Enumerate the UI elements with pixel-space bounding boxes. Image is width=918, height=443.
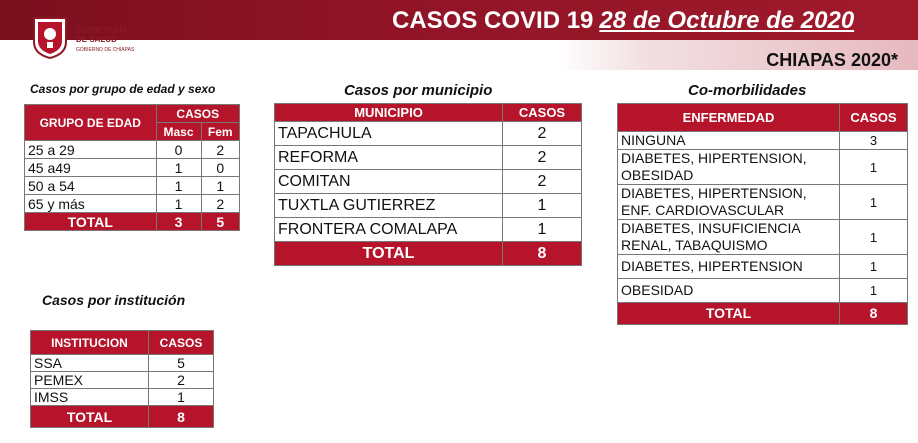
cases-cell: 2	[503, 170, 582, 194]
disease-cell	[618, 279, 840, 303]
title-text: CASOS COVID 19	[392, 7, 594, 34]
cases-cell: 2	[503, 146, 582, 170]
municipality-section-title: Casos por municipio	[344, 82, 493, 99]
total-row	[275, 242, 582, 266]
disease-cell	[618, 220, 840, 255]
table-row	[618, 150, 908, 185]
total-row	[25, 213, 240, 231]
col-cases: CASOS	[840, 104, 908, 132]
table-row	[31, 355, 214, 372]
age-group-cell: 50 a 54	[25, 177, 157, 195]
table-row	[25, 141, 240, 159]
table-row	[275, 146, 582, 170]
comorbidities-table	[617, 103, 908, 325]
total-row	[618, 303, 908, 325]
table-row	[275, 218, 582, 242]
disease-cell	[618, 255, 840, 279]
table-row	[618, 220, 908, 255]
cases-cell: 1	[840, 279, 908, 303]
municipality-cell: FRONTERA COMALAPA	[275, 218, 503, 242]
total-label: TOTAL	[25, 213, 157, 231]
male-cell: 0	[156, 141, 201, 159]
municipality-cell: TAPACHULA	[275, 122, 503, 146]
page-title	[392, 7, 854, 35]
table-row	[275, 122, 582, 146]
table-row	[275, 170, 582, 194]
age-group-cell: 45 a49	[25, 159, 157, 177]
col-female: Fem	[201, 123, 240, 141]
disease-line: DIABETES, INSUFICIENCIA	[621, 220, 801, 236]
col-cases: CASOS	[149, 331, 214, 355]
health-secretariat-logo-icon	[30, 14, 70, 60]
female-cell: 2	[201, 141, 240, 159]
cases-cell: 1	[840, 185, 908, 220]
disease-line: DIABETES, HIPERTENSION,	[621, 185, 807, 201]
cases-cell: 1	[503, 194, 582, 218]
logo-line-3: GOBIERNO DE CHIAPAS	[76, 47, 135, 53]
male-cell: 1	[156, 159, 201, 177]
table-row	[31, 389, 214, 406]
total-label: TOTAL	[275, 242, 503, 266]
total-value: 8	[149, 406, 214, 428]
total-male: 3	[156, 213, 201, 231]
institution-table	[30, 330, 214, 428]
total-label: TOTAL	[31, 406, 149, 428]
age-group-cell: 25 a 29	[25, 141, 157, 159]
table-row	[25, 177, 240, 195]
comorbidities-section-title: Co-morbilidades	[688, 82, 807, 99]
cases-cell: 1	[840, 220, 908, 255]
total-value: 8	[840, 303, 908, 325]
male-cell: 1	[156, 195, 201, 213]
cases-cell: 2	[149, 372, 214, 389]
disease-line: ENF. CARDIOVASCULAR	[621, 202, 785, 218]
disease-line: OBESIDAD	[621, 167, 694, 183]
municipality-table	[274, 103, 582, 266]
male-cell: 1	[156, 177, 201, 195]
disease-line: RENAL, TABAQUISMO	[621, 237, 768, 253]
cases-cell: 3	[840, 132, 908, 150]
cases-cell: 1	[503, 218, 582, 242]
table-row	[618, 185, 908, 220]
female-cell: 2	[201, 195, 240, 213]
logo-line-2: DE SALUD	[76, 35, 117, 44]
col-institution: INSTITUCION	[31, 331, 149, 355]
disease-cell	[618, 185, 840, 220]
col-disease: ENFERMEDAD	[618, 104, 840, 132]
municipality-cell: TUXTLA GUTIERREZ	[275, 194, 503, 218]
disease-line: NINGUNA	[621, 132, 686, 148]
title-date: 28 de Octubre de 2020	[599, 7, 855, 34]
female-cell: 1	[201, 177, 240, 195]
logo-text	[76, 26, 134, 55]
table-row	[618, 279, 908, 303]
cases-cell: 5	[149, 355, 214, 372]
table-row	[25, 159, 240, 177]
total-value: 8	[503, 242, 582, 266]
table-row	[618, 255, 908, 279]
disease-cell	[618, 150, 840, 185]
table-row	[275, 194, 582, 218]
disease-line: DIABETES, HIPERTENSION,	[621, 150, 807, 166]
col-male: Masc	[156, 123, 201, 141]
col-municipality: MUNICIPIO	[275, 104, 503, 122]
municipality-cell: COMITAN	[275, 170, 503, 194]
logo-line-1: SECRETARÍA	[76, 26, 128, 35]
age-group-cell: 65 y más	[25, 195, 157, 213]
institution-cell: PEMEX	[31, 372, 149, 389]
total-female: 5	[201, 213, 240, 231]
institution-cell: SSA	[31, 355, 149, 372]
table-row	[31, 372, 214, 389]
col-cases: CASOS	[503, 104, 582, 122]
disease-line: OBESIDAD	[621, 282, 694, 298]
institution-cell: IMSS	[31, 389, 149, 406]
institution-section-title: Casos por institución	[42, 292, 186, 308]
table-row	[25, 195, 240, 213]
disease-cell	[618, 132, 840, 150]
female-cell: 0	[201, 159, 240, 177]
municipality-cell: REFORMA	[275, 146, 503, 170]
disease-line: DIABETES, HIPERTENSION	[621, 258, 803, 274]
age-sex-table	[24, 104, 240, 231]
cases-cell: 1	[149, 389, 214, 406]
table-row	[618, 132, 908, 150]
cases-cell: 2	[503, 122, 582, 146]
total-row	[31, 406, 214, 428]
col-age-group: GRUPO DE EDAD	[25, 105, 157, 141]
cases-cell: 1	[840, 150, 908, 185]
col-cases: CASOS	[156, 105, 239, 123]
cases-cell: 1	[840, 255, 908, 279]
state-label: CHIAPAS 2020*	[766, 50, 898, 70]
total-label: TOTAL	[618, 303, 840, 325]
age-section-title: Casos por grupo de edad y sexo	[30, 82, 216, 96]
